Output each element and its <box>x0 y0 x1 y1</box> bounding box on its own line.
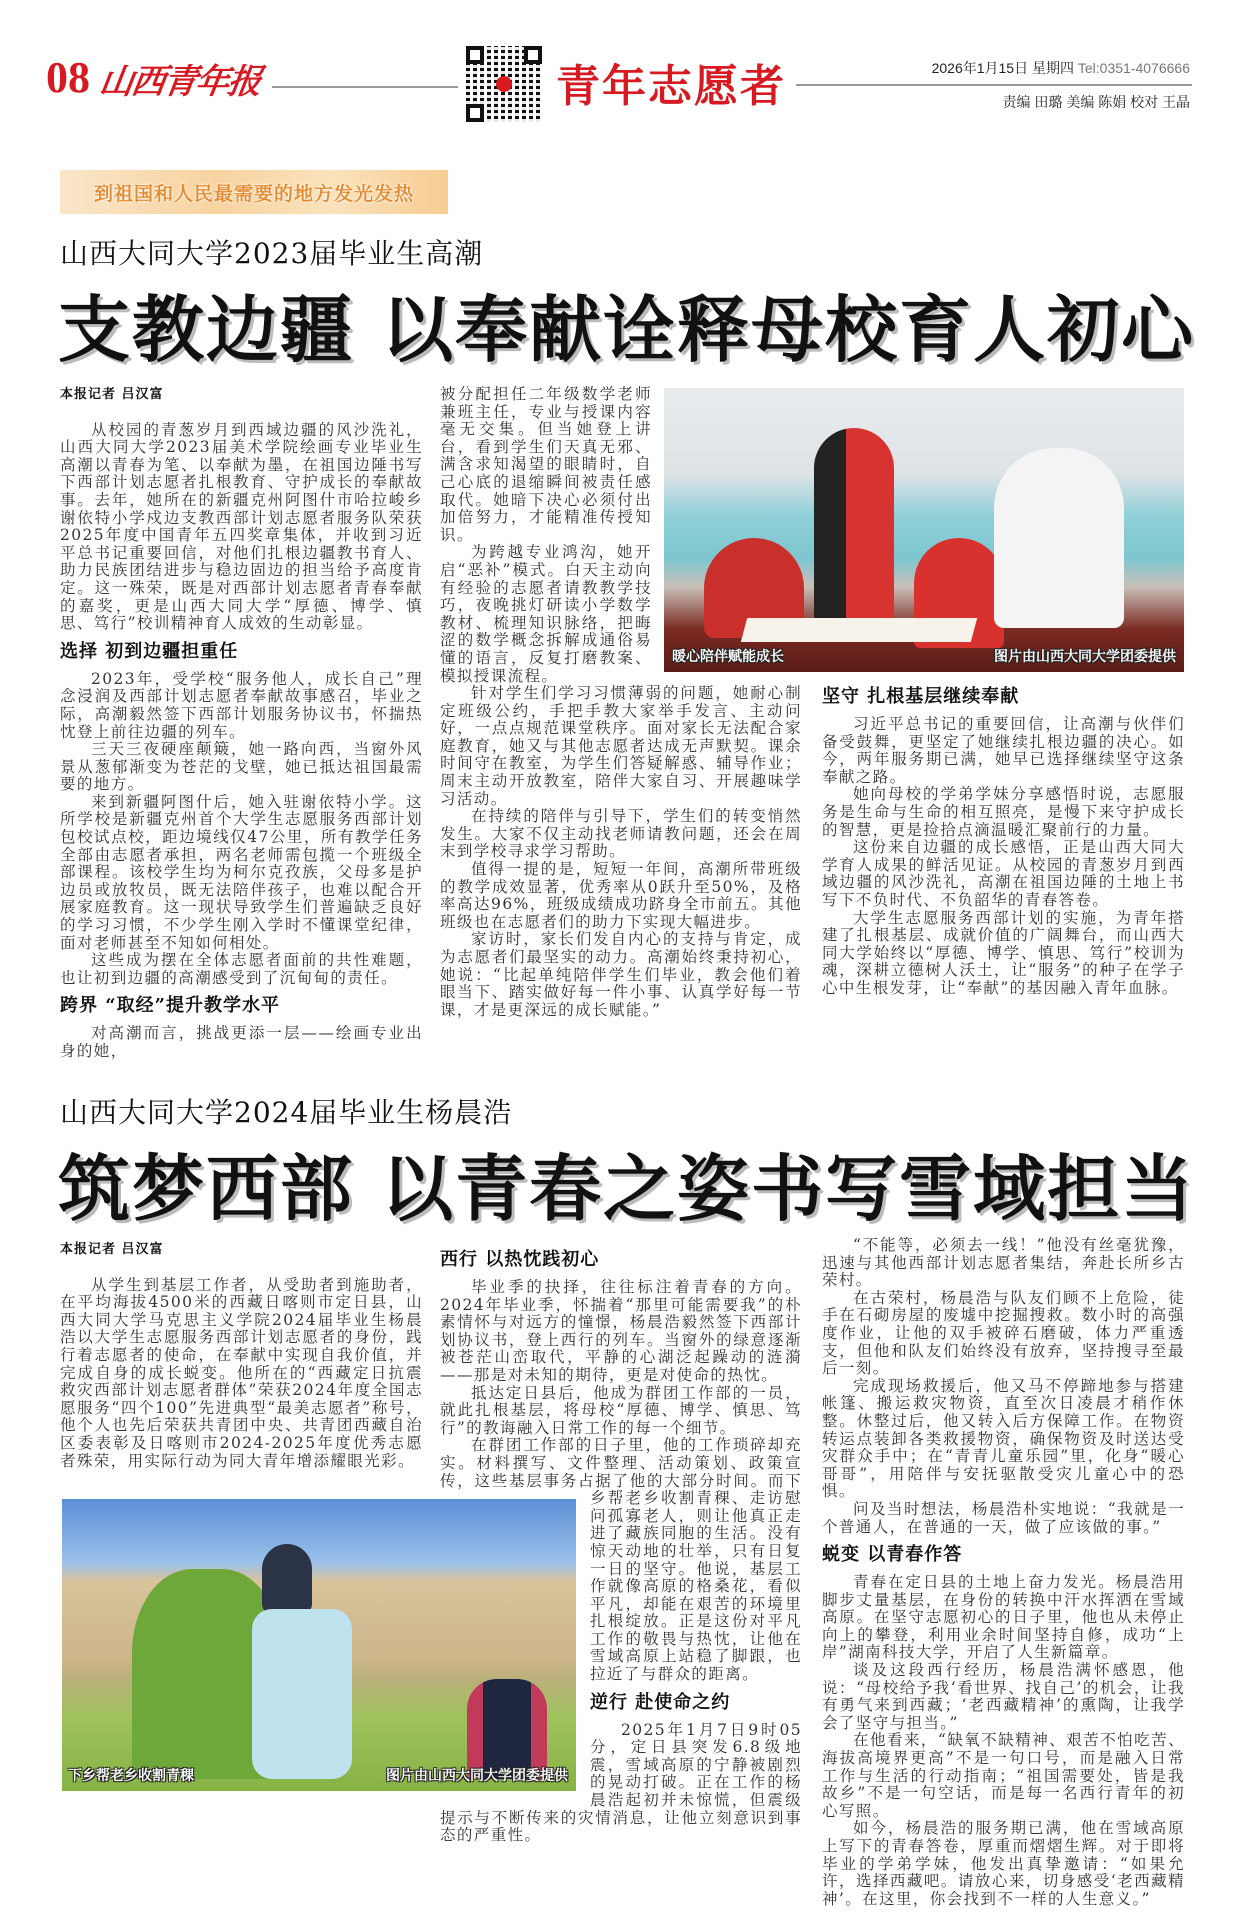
photo-credit: 图片由山西大同大学团委提供 <box>994 649 1176 665</box>
paragraph: 这份来自边疆的成长感悟，正是山西大同大学育人成果的鲜活见证。从校园的青葱岁月到西域边疆的风沙洗礼，高潮在祖国边陲的土地上书写下不负时代、不负韶华的青春答卷。 <box>822 838 1185 909</box>
photo-caption: 下乡帮老乡收割青稞 <box>68 1768 194 1784</box>
editors-credit: 责编 田璐 美编 陈娟 校对 王晶 <box>1002 94 1190 110</box>
photo-caption: 暖心陪伴赋能成长 <box>672 649 784 665</box>
banner-text: 到祖国和人民最需要的地方发光发热 <box>93 182 414 205</box>
paragraph: 针对学生们学习习惯薄弱的问题，她耐心制定班级公约，手把手教大家举手发言、主动问好，一点点规范课堂秩序。面对家长无法配合家庭教育，她又与其他志愿者达成无声默契。课余时间守在教室，为学生们答疑解惑、辅导作业；周末主动开放教室，陪伴大家自习、开展趣味学习活动。 <box>440 684 802 808</box>
article1-column-1 <box>60 386 423 1061</box>
masthead-rule-right <box>796 84 1192 86</box>
paragraph: 如今，杨晨浩的服务期已满，他在雪域高原上写下的青春答卷，厚重而熠熠生辉。对于即将毕业的学弟学妹，他发出真挚邀请：“如果允许，选择西藏吧。请放心来，切身感受‘老西藏精神’。在这里，你会找到不一样的人生意义。” <box>822 1819 1185 1908</box>
newspaper-logo: 山西青年报 <box>96 62 263 102</box>
paragraph: “不能等，必须去一线！”他没有丝毫犹豫，迅速与其他西部计划志愿者集结，奔赴长所乡古荣村。 <box>822 1236 1185 1290</box>
paragraph: 在持续的陪伴与引导下，学生们的转变悄然发生。大家不仅主动找老师请教问题，还会在周末到学校寻求学习帮助。 <box>440 807 802 861</box>
masthead-rule-left <box>272 86 458 88</box>
article1-kicker: 山西大同大学2023届毕业生高潮 <box>60 237 484 270</box>
article1-headline: 支教边疆 以奉献诠释母校育人初心 <box>58 287 1196 372</box>
paragraph: 对高潮而言，挑战更添一层——绘画专业出身的她， <box>60 1024 423 1060</box>
subheading: 西行 以热忱践初心 <box>440 1249 600 1270</box>
photo-credit: 图片由山西大同大学团委提供 <box>386 1768 568 1784</box>
article2-column-3 <box>822 1237 1185 1908</box>
volunteer-figure <box>252 1609 352 1779</box>
article2-column-2 <box>440 1249 802 1845</box>
subheading: 逆行 赴使命之约 <box>590 1691 731 1713</box>
paragraph: 青春在定日县的土地上奋力发光。杨晨浩用脚步丈量基层，在身份的转换中汗水挥洒在雪域高原。在坚守志愿初心的日子里，他也从未停止向上的攀登，利用业余时间坚持自修，成功“上岸”湖南科技大学，开启了人生新篇章。 <box>822 1573 1185 1662</box>
paragraph: 毕业季的抉择，往往标注着青春的方向。2024年毕业季，怀揣着“那里可能需要我”的朴素情怀与对远方的憧憬，杨晨浩毅然签下西部计划协议书，登上西行的列车。当窗外的绿意逐渐被苍茫山峦取代，平静的心湖泛起躁动的涟漪——那是对未知的期待，更是对使命的热忱。 <box>440 1278 802 1384</box>
subheading: 选择 初到边疆担重任 <box>60 640 239 662</box>
paragraph: 在古荣村，杨晨浩与队友们顾不上危险，徒手在石砌房屋的废墟中挖掘搜救。数小时的高强度作业，让他的双手被碎石磨破，体力严重透支，但他和队友们始终没有放弃，坚持搜寻至最后一刻。 <box>822 1288 1185 1378</box>
paragraph: 从校园的青葱岁月到西域边疆的风沙洗礼，山西大同大学2023届美术学院绘画专业毕业生高潮以青春为笔、以奉献为墨，在祖国边陲书写下西部计划志愿者扎根教育、守护成长的奉献故事。去年，她所在的新疆克州阿图什市哈拉峻乡谢依特小学戍边支教西部计划志愿者服务队荣获2025年度中国青年五四奖章集体，并收到习近平总书记重要回信，对他们扎根边疆教书育人、助力民族团结进步与稳边固边的担当给予高度肯定。这一殊荣，既是对西部计划志愿者青春奉献的嘉奖，更是山西大同大学“厚德、博学、慎思、笃行”校训精神育人成效的生动彰显。 <box>60 420 423 633</box>
paragraph: 习近平总书记的重要回信，让高潮与伙伴们备受鼓舞，更坚定了她继续扎根边疆的决心。如今，两年服务期已满，她早已选择继续坚守这条奉献之路。 <box>822 715 1185 786</box>
paragraph: 被分配担任二年级数学老师兼班主任，专业与授课内容毫无交集。但当她登上讲台，看到学生们天真无邪、满含求知渴望的眼睛时，自己心底的退缩瞬间被责任感取代。她暗下决心必须付出加倍努力，才能精准传授知识。 <box>440 385 652 544</box>
article2-byline: 本报记者 吕汉富 <box>60 1242 164 1257</box>
paragraph: 在群团工作部的日子里，他的工作琐碎却充实。材料撰写、文件整理、活动策划、政策宣传，这些基层事务占据了他的大部分时间。而下乡帮老乡收割青稞、走访慰问孤寡老人，则让他真正走进了藏族同胞的生活。没有惊天动地的壮举，只有日复一日的坚守。他说，基层工作就像高原的格桑花，看似平凡，却能在艰苦的环境里扎根绽放。正是这份对平凡工作的敬畏与热忱，让他在雪域高原上站稳了脚跟，也拉近了与群众的距离。 <box>440 1436 802 1684</box>
article1-photo[interactable] <box>664 388 1184 672</box>
section-title: 青年志愿者 <box>556 61 786 112</box>
article1-byline: 本报记者 吕汉富 <box>60 387 164 402</box>
book <box>741 618 977 642</box>
paragraph: 在他看来，“缺氧不缺精神、艰苦不怕吃苦、海拔高境界更高”不是一句口号，而是融入日常工作与生活的行动指南；“祖国需要处，皆是我故乡”不是一句空话，而是每一名西行青年的初心写照。 <box>822 1731 1185 1820</box>
column-banner <box>60 170 448 214</box>
paragraph: 2023年，受学校“服务他人，成长自己”理念浸润及西部计划志愿者奉献故事感召，毕业之际，高潮毅然签下西部计划服务协议书，怀揣热忱登上前往边疆的列车。 <box>60 669 423 741</box>
issue-date: 2026年1月15日 <box>931 60 1029 76</box>
paragraph: 问及当时想法，杨晨浩朴实地说：“我就是一个普通人，在普通的一天，做了应该做的事。” <box>822 1499 1185 1536</box>
paragraph: 她向母校的学弟学妹分享感悟时说，志愿服务是生命与生命的相互照亮，是慢下来守护成长的智慧，更是捡拾点滴温暖汇聚前行的力量。 <box>822 785 1185 839</box>
issue-weekday: 星期四 <box>1032 60 1074 76</box>
photo-wrap-spacer <box>440 1491 590 1797</box>
article2-column-1 <box>60 1241 423 1470</box>
paragraph: 三天三夜硬座颠簸，她一路向西，当窗外风景从葱郁渐变为苍茫的戈壁，她已抵达祖国最需要的地方。 <box>60 740 423 794</box>
subheading: 跨界 “取经”提升教学水平 <box>60 995 280 1017</box>
student-figure <box>814 428 894 628</box>
paragraph: 家访时，家长们发自内心的支持与肯定，成为志愿者们最坚实的动力。高潮始终秉持初心，她说：“比起单纯陪伴学生们毕业，教会他们着眼当下、踏实做好每一件小事、认真学好每一节课，才是更深远的成长赋能。” <box>440 930 802 1019</box>
paragraph: 大学生志愿服务西部计划的实施，为青年搭建了扎根基层、成就价值的广阔舞台，而山西大同大学始终以“厚德、博学、慎思、笃行”校训为魂，深耕立德树人沃土，让“服务”的种子在学子心中生根发芽，让“奉献”的基因融入青年血脉。 <box>822 908 1185 997</box>
paragraph: 抵达定日县后，他成为群团工作部的一员，就此扎根基层，将母校“厚德、博学、慎思、笃行”的教诲融入日常工作的每一个细节。 <box>440 1383 802 1437</box>
page-number: 08 <box>46 53 90 102</box>
article1-column-3 <box>822 686 1185 998</box>
paragraph: 从学生到基层工作者，从受助者到施助者，在平均海拔4500米的西藏日喀则市定日县，山西大同大学马克思主义学院2024届毕业生杨晨浩以大学生志愿服务西部计划志愿者的身份，践行着志愿者的使命，在奉献中实现自我价值，并完成自身的成长蜕变。他所在的“西藏定日抗震救灾西部计划志愿者群体”荣获2024年度全国志愿服务“四个100”先进典型“最美志愿者”称号，他个人也先后荣获共青团中央、共青团西藏自治区委表彰及日喀则市2024-2025年度优秀志愿者殊荣，用实际行动为同大青年增添耀眼光彩。 <box>60 1275 423 1470</box>
paragraph: 2025年1月7日9时05分，定日县突发6.8级地震，雪域高原的宁静被剧烈的晃动打破。正在工作的杨晨浩起初并未惊慌，但震级提示与不断传来的灾情消息，让他立刻意识到事态的严重性。 <box>440 1720 802 1845</box>
paragraph: 来到新疆阿图什后，她入驻谢依特小学。这所学校是新疆克州首个大学生志愿服务西部计划包校试点校，距边境线仅47公里，所有教学任务全部由志愿者承担，两名老师需包揽一个班级全部课程。该校学生均为柯尔克孜族，父母多是护边员或放牧员，既无法陪伴孩子，也难以配合开展家庭教育。这一现状导致学生们普遍缺乏良好的学习习惯，不少学生刚入学时不懂课堂纪律，面对老师甚至不知如何相处。 <box>60 792 423 952</box>
phone-number: Tel:0351-4076666 <box>1077 60 1190 76</box>
qr-code-icon[interactable] <box>466 46 542 122</box>
dateline <box>932 58 1190 78</box>
subheading: 坚守 扎根基层继续奉献 <box>822 686 1020 707</box>
volunteer-head <box>262 1544 312 1614</box>
article2-headline: 筑梦西部 以青春之姿书写雪域担当 <box>58 1146 1196 1231</box>
paragraph: 这些成为摆在全体志愿者面前的共性难题，也让初到边疆的高潮感受到了沉甸甸的责任。 <box>60 951 423 987</box>
subheading: 蜕变 以青春作答 <box>822 1544 963 1566</box>
paragraph: 为跨越专业鸿沟，她开启“恶补”模式。白天主动向有经验的志愿者请教教学技巧，夜晚挑灯研读小学数学教材、梳理知识脉络，把晦涩的数学概念拆解成通俗易懂的语言，反复打磨教案、模拟授课流程。 <box>440 543 652 685</box>
paragraph: 值得一提的是，短短一年间，高潮所带班级的教学成效显著，优秀率从0跃升至50%，及格率高达96%，班级成绩成功跻身全市前五。其他班级也在志愿者们的助力下实现大幅进步。 <box>440 860 802 931</box>
article2-kicker: 山西大同大学2024届毕业生杨晨浩 <box>60 1096 513 1129</box>
paragraph: 谈及这段西行经历，杨晨浩满怀感恩，他说：“母校给予我‘看世界、找自己’的机会，让我有勇气来到西藏；‘老西藏精神’的熏陶，让我学会了坚守与担当。” <box>822 1661 1185 1732</box>
volunteer-figure <box>994 448 1124 628</box>
paragraph: 完成现场救援后，他又马不停蹄地参与搭建帐篷、搬运救灾物资，直至次日凌晨才稍作休整。休整过后，他又转入后方保障工作。在物资转运点装卸各类救援物资，确保物资及时送达受灾群众手中；在“青青儿童乐园”里，化身“暖心哥哥”，用陪伴与安抚驱散受灾儿童心中的恐惧。 <box>822 1376 1185 1501</box>
